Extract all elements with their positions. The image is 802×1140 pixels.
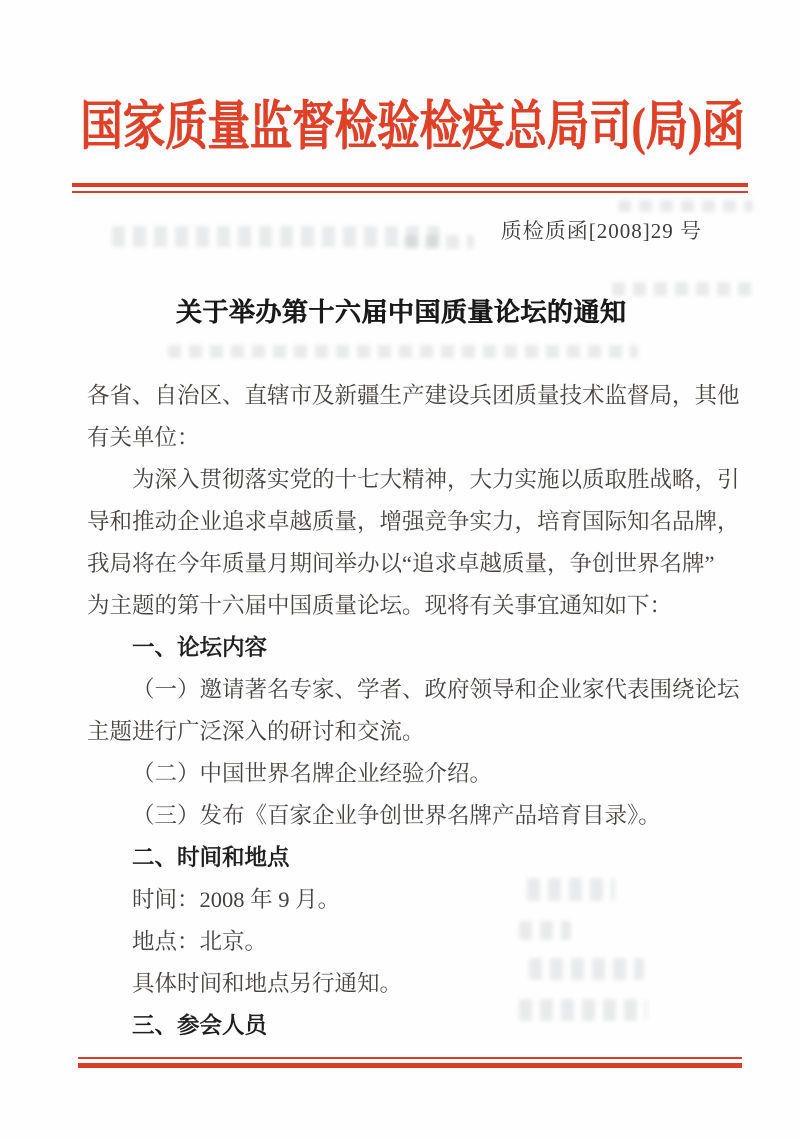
body-line: 具体时间和地点另行通知。	[132, 971, 403, 996]
section-heading: 一、论坛内容	[132, 635, 268, 660]
footer-rule-thick	[78, 1063, 742, 1068]
body-line: 为深入贯彻落实党的十七大精神，大力实施以质取胜战略，引	[132, 467, 740, 492]
body-line: 我局将在今年质量月期间举办以“追求卓越质量，争创世界名牌”	[87, 551, 715, 576]
body-line: 导和推动企业追求卓越质量，增强竞争实力，培育国际知名品牌，	[87, 509, 740, 534]
body-line: 各省、自治区、直辖市及新疆生产建设兵团质量技术监督局，其他	[87, 383, 740, 408]
body-line: 为主题的第十六届中国质量论坛。现将有关事宜通知如下：	[87, 593, 673, 618]
body-line: （二）中国世界名牌企业经验介绍。	[132, 761, 493, 786]
bleed-through-artifact	[112, 226, 442, 247]
body-line: （三）发布《百家企业争创世界名牌产品培育目录》。	[132, 803, 661, 828]
document-body	[87, 375, 743, 1047]
body-line: 时间：2008 年 9 月。	[132, 887, 341, 912]
section-heading: 三、参会人员	[132, 1013, 268, 1038]
bleed-through-artifact	[404, 235, 474, 249]
header-rule-thick	[72, 183, 748, 187]
document-title: 关于举办第十六届中国质量论坛的通知	[175, 298, 627, 327]
document-number: 质检质函[2008]29 号	[500, 219, 702, 243]
body-line: （一）邀请著名专家、学者、政府领导和企业家代表围绕论坛	[132, 677, 740, 702]
body-line: 地点：北京。	[132, 929, 268, 954]
bleed-through-artifact	[168, 345, 638, 358]
header-rule-thin	[72, 191, 748, 193]
footer-rule-thin	[78, 1057, 742, 1059]
section-heading: 二、时间和地点	[132, 845, 290, 870]
letterhead-title: 国家质量监督检验检疫总局司(局)函	[80, 98, 745, 156]
body-line: 有关单位：	[87, 425, 200, 450]
body-line: 主题进行广泛深入的研讨和交流。	[87, 719, 425, 744]
bleed-through-artifact	[618, 200, 753, 212]
